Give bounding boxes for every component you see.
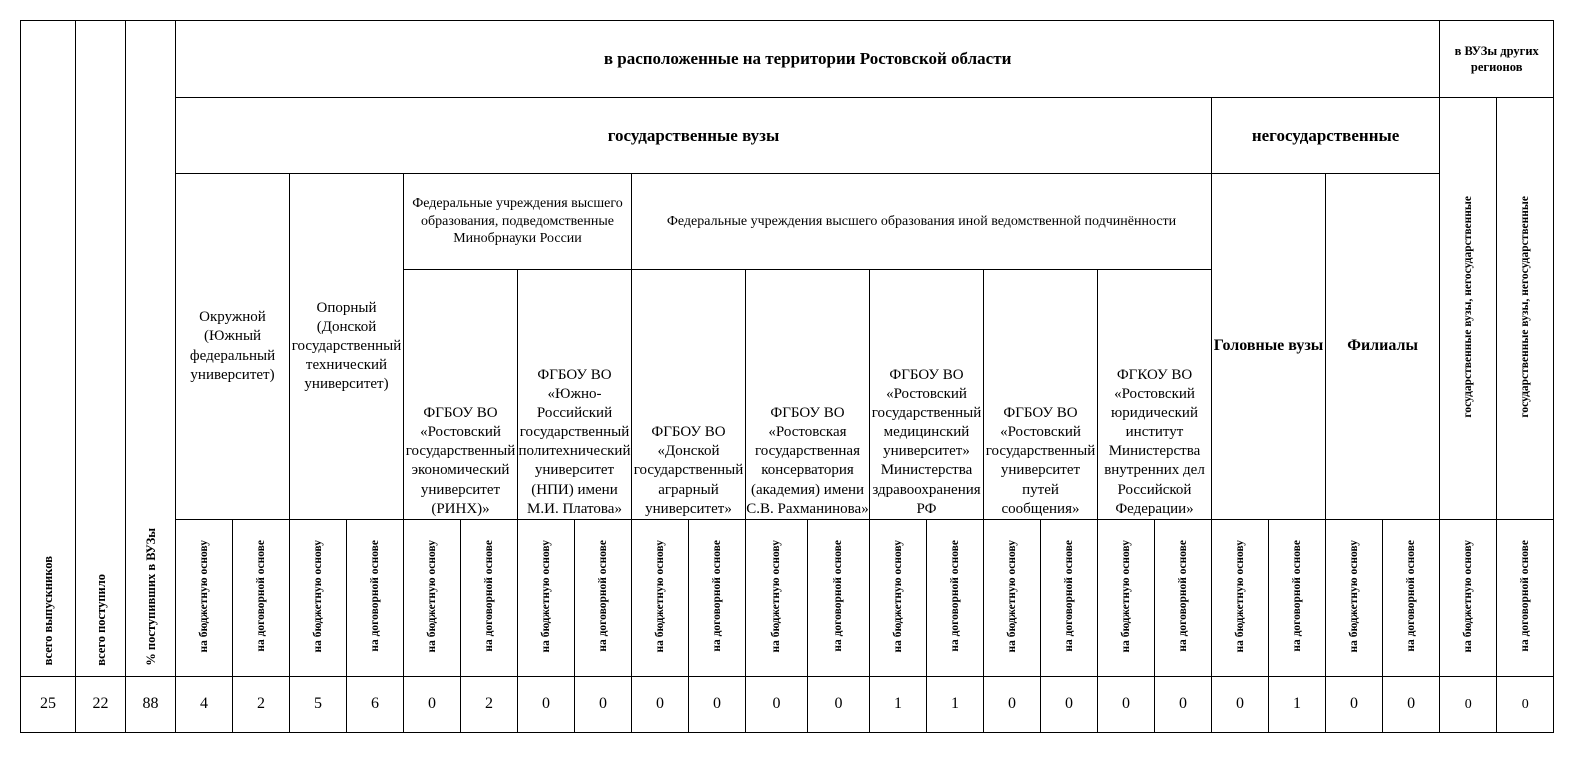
value-med-budget: 1: [870, 677, 927, 733]
branch-budget-label: на бюджетную основу: [1326, 520, 1383, 677]
kons-budget-label: на бюджетную основу: [746, 520, 808, 677]
rail-budget-label: на бюджетную основу: [984, 520, 1041, 677]
law-budget-label: на бюджетную основу: [1098, 520, 1155, 677]
value-admitted: 22: [76, 677, 126, 733]
rinh-header: ФГБОУ ВО «Ростовский государственный экономический университет (РИНХ)»: [404, 270, 518, 520]
value-rinh-contract: 2: [461, 677, 518, 733]
npi-header: ФГБОУ ВО «Южно-Российский государственный политехнический университет (НПИ) имени М.И. Платова»: [518, 270, 632, 520]
federal-minobr-header: Федеральные учреждения высшего образования, подведомственные Минобрнауки России: [404, 174, 632, 270]
nonstate-universities-header: негосударственные: [1212, 98, 1440, 174]
value-graduates: 25: [21, 677, 76, 733]
value-kons-budget: 0: [746, 677, 808, 733]
value-law-budget: 0: [1098, 677, 1155, 733]
oporny-header: Опорный (Донской государственный технический университет): [290, 174, 404, 520]
value-npi-contract: 0: [575, 677, 632, 733]
agrar-header: ФГБОУ ВО «Донской государственный аграрный университет»: [632, 270, 746, 520]
admissions-table: [20, 20, 1554, 733]
agrar-budget-label: на бюджетную основу: [632, 520, 689, 677]
value-opor-budget: 5: [290, 677, 347, 733]
value-kons-contract: 0: [808, 677, 870, 733]
rinh-contract-label: на договорной основе: [461, 520, 518, 677]
value-head-budget: 0: [1212, 677, 1269, 733]
agrar-contract-label: на договорной основе: [689, 520, 746, 677]
total-admitted-header: всего поступило: [76, 21, 126, 677]
rail-header: ФГБОУ ВО «Ростовский государственный университет путей сообщения»: [984, 270, 1098, 520]
kons-contract-label: на договорной основе: [808, 520, 870, 677]
okr-budget-label: на бюджетную основу: [176, 520, 233, 677]
value-law-contract: 0: [1155, 677, 1212, 733]
value-okr-contract: 2: [233, 677, 290, 733]
value-npi-budget: 0: [518, 677, 575, 733]
value-percent: 88: [126, 677, 176, 733]
opor-contract-label: на договорной основе: [347, 520, 404, 677]
value-branch-contract: 0: [1383, 677, 1440, 733]
value-rail-contract: 0: [1041, 677, 1098, 733]
head-budget-label: на бюджетную основу: [1212, 520, 1269, 677]
npi-contract-label: на договорной основе: [575, 520, 632, 677]
total-graduates-header: всего выпускников: [21, 21, 76, 677]
value-med-contract: 1: [927, 677, 984, 733]
head-contract-label: на договорной основе: [1269, 520, 1326, 677]
value-agrar-budget: 0: [632, 677, 689, 733]
value-head-contract: 1: [1269, 677, 1326, 733]
okruzhnoy-header: Окружной (Южный федеральный университет): [176, 174, 290, 520]
npi-budget-label: на бюджетную основу: [518, 520, 575, 677]
branch-contract-label: на договорной основе: [1383, 520, 1440, 677]
konservatoria-header: ФГБОУ ВО «Ростовская государственная консерватория (академия) имени С.В. Рахманинова»: [746, 270, 870, 520]
other-regions-header: в ВУЗы других регионов: [1440, 21, 1554, 98]
other-budget-label: на бюджетную основу: [1440, 520, 1497, 677]
federal-other-header: Федеральные учреждения высшего образования иной ведомственной подчинённости: [632, 174, 1212, 270]
other-regions-state-nonstate-1: государственные вузы, негосударственные: [1440, 98, 1497, 520]
law-contract-label: на договорной основе: [1155, 520, 1212, 677]
med-header: ФГБОУ ВО «Ростовский государственный медицинский университет» Министерства здравоохранения РФ: [870, 270, 984, 520]
rostov-region-header: в расположенные на территории Ростовской области: [176, 21, 1440, 98]
value-opor-contract: 6: [347, 677, 404, 733]
value-branch-budget: 0: [1326, 677, 1383, 733]
state-universities-header: государственные вузы: [176, 98, 1212, 174]
value-okr-budget: 4: [176, 677, 233, 733]
value-rinh-budget: 0: [404, 677, 461, 733]
other-contract-label: на договорной основе: [1497, 520, 1554, 677]
med-budget-label: на бюджетную основу: [870, 520, 927, 677]
percent-admitted-header: % поступивших в ВУЗы: [126, 21, 176, 677]
branches-header: Филиалы: [1326, 174, 1440, 520]
value-rail-budget: 0: [984, 677, 1041, 733]
opor-budget-label: на бюджетную основу: [290, 520, 347, 677]
value-agrar-contract: 0: [689, 677, 746, 733]
okr-contract-label: на договорной основе: [233, 520, 290, 677]
other-regions-state-nonstate-2: государственные вузы, негосударственные: [1497, 98, 1554, 520]
rail-contract-label: на договорной основе: [1041, 520, 1098, 677]
med-contract-label: на договорной основе: [927, 520, 984, 677]
value-other-contract: 0: [1497, 677, 1554, 733]
law-header: ФГКОУ ВО «Ростовский юридический институт Министерства внутренних дел Российской Федерации»: [1098, 270, 1212, 520]
head-universities-header: Головные вузы: [1212, 174, 1326, 520]
rinh-budget-label: на бюджетную основу: [404, 520, 461, 677]
value-other-budget: 0: [1440, 677, 1497, 733]
